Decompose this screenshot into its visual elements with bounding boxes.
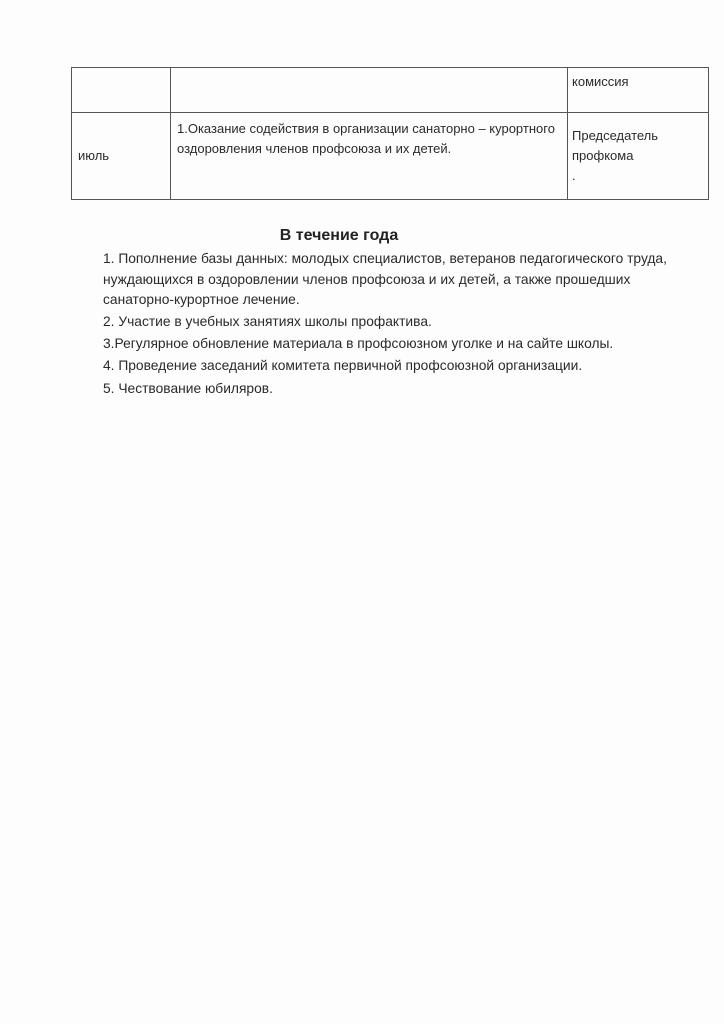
month-cell xyxy=(72,68,171,113)
responsible-extra: . xyxy=(572,168,576,183)
list-item: 4. Проведение заседаний комитета первичной профсоюзной организации. xyxy=(103,358,583,374)
responsible-text: комиссия xyxy=(572,74,629,89)
section-heading-text: В течение года xyxy=(279,227,399,244)
section-heading xyxy=(0,225,724,247)
activity-cell xyxy=(171,113,568,200)
list-item: 2. Участие в учебных занятиях школы профактива. xyxy=(103,314,432,330)
month-text: июль xyxy=(78,148,110,163)
activity-cell xyxy=(171,68,568,113)
responsible-text: Председатель профкома xyxy=(572,128,659,163)
responsible-cell xyxy=(568,68,709,113)
month-cell xyxy=(72,113,171,200)
month-text xyxy=(72,68,170,72)
table-row xyxy=(72,68,709,113)
activity-text xyxy=(171,68,567,72)
activity-text: 1.Оказание содействия в организации санаторно – курортного оздоровления членов профсоюза и их детей. xyxy=(177,121,555,156)
table-row xyxy=(72,113,709,200)
plan-table xyxy=(71,67,709,200)
list-item: 3.Регулярное обновление материала в профсоюзном уголке и на сайте школы. xyxy=(103,336,614,352)
responsible-wrapper xyxy=(568,113,708,186)
section-items xyxy=(103,249,683,401)
responsible-cell xyxy=(568,113,709,200)
list-item: 5. Чествование юбиляров. xyxy=(103,380,273,396)
list-item: 1. Пополнение базы данных: молодых специалистов, ветеранов педагогического труда, нуждающихся в оздоровлении членов профсоюза и их детей, а также прошедших санаторно-курортное лечение. xyxy=(103,251,667,308)
